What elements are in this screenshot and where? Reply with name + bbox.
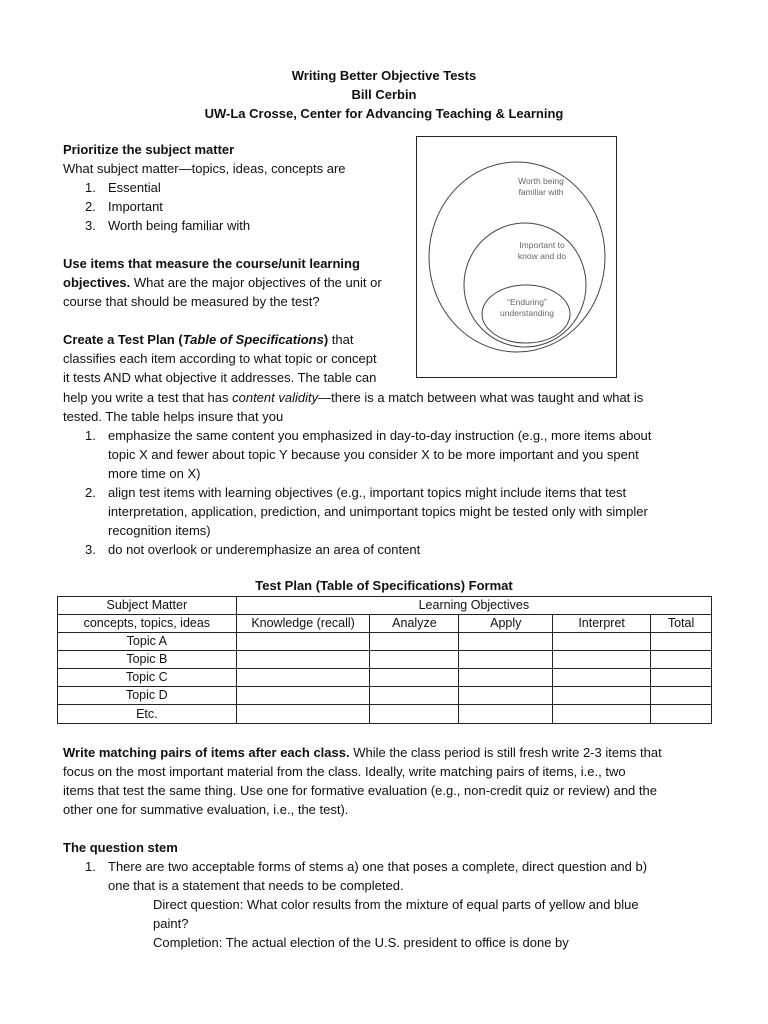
test-plan-line: help you write a test that has content validity—there is a match between what was taught and what is	[63, 390, 644, 405]
objectives-line: objectives. What are the major objectives of the unit or	[63, 275, 382, 290]
table-header-row	[58, 597, 712, 615]
row-label: Topic A	[58, 633, 237, 651]
prioritize-intro: What subject matter—topics, ideas, concepts are	[63, 161, 346, 176]
table-row	[58, 687, 712, 705]
spec-table-title: Test Plan (Table of Specifications) Format	[255, 578, 513, 593]
priority-list	[63, 178, 413, 235]
list-item: 2. Important	[85, 199, 163, 214]
test-plan-line: tested. The table helps insure that you	[63, 409, 284, 424]
row-label: Topic C	[58, 669, 237, 687]
subject-header-2: concepts, topics, ideas	[58, 615, 237, 633]
concentric-circles-graphic	[417, 137, 616, 377]
list-item: 3. Worth being familiar with	[85, 218, 251, 233]
test-plan-heading: Create a Test Plan (Table of Specifications) that	[63, 332, 354, 347]
middle-label-2: know and do	[517, 251, 567, 261]
outer-label-1: Worth being	[518, 176, 564, 186]
objectives-header: Learning Objectives	[236, 597, 711, 615]
table-row	[58, 669, 712, 687]
document-affiliation: UW-La Crosse, Center for Advancing Teaching & Learning	[204, 106, 564, 121]
row-label: Topic D	[58, 687, 237, 705]
test-plan-list	[63, 426, 713, 559]
inner-label-1: “Enduring”	[507, 297, 547, 307]
objectives-heading: Use items that measure the course/unit learning	[63, 256, 360, 271]
prioritize-heading: Prioritize the subject matter	[63, 142, 235, 157]
test-plan-line: it tests AND what objective it addresses. The table can	[63, 370, 377, 385]
list-item: 1. There are two acceptable forms of stems a) one that poses a complete, direct question and b) one that is a statement that needs to be completed.	[85, 859, 648, 893]
column-header: Interpret	[553, 615, 651, 633]
inner-label-2: understanding	[500, 308, 554, 318]
matching-paragraph: Write matching pairs of items after each class. While the class period is still fresh write 2-3 items that	[63, 745, 662, 760]
column-header: Knowledge (recall)	[236, 615, 370, 633]
lower-section: Write matching pairs of items after each class. While the class period is still fresh write 2-3 items that focus on the most important material from the class. Ideally, write matching pairs of items, i.e., two items that test the same thing. Use one for formative evaluation (e.g., non-credit quiz or review) and the other one for summative evaluation, i.e., the test). The question stem 1. There are two acceptable forms of stems a) one that poses a complete, direct question and b) one that is a statement that needs to be completed. Direct question: What color results from the mixture of equal parts of yellow and blue paint? Completion: The actual election of the U.S. president to office is done by	[63, 743, 713, 952]
objectives-line: course that should be measured by the test?	[63, 294, 320, 309]
table-row	[58, 633, 712, 651]
list-item: 2. align test items with learning objectives (e.g., important topics might include items that test interpretation, application, prediction, and unimportant topics might be tested only with simpler recognition items)	[85, 485, 648, 538]
test-plan-line: classifies each item according to what topic or concept	[63, 351, 377, 366]
left-column	[63, 140, 413, 387]
table-header-row	[58, 615, 712, 633]
list-item: 1. Essential	[85, 180, 161, 195]
document-title: Writing Better Objective Tests	[291, 68, 477, 83]
column-header: Total	[651, 615, 712, 633]
list-item: 1. emphasize the same content you emphasized in day-to-day instruction (e.g., more items about topic X and fewer about topic Y because you consider X to be more important and you spent more time on X)	[85, 428, 652, 481]
row-label: Etc.	[58, 705, 237, 724]
document-header	[0, 66, 768, 123]
test-plan-body	[63, 388, 713, 559]
row-label: Topic B	[58, 651, 237, 669]
column-header: Apply	[459, 615, 553, 633]
priorities-diagram	[416, 136, 617, 378]
column-header: Analyze	[370, 615, 459, 633]
subject-header-1: Subject Matter	[58, 597, 237, 615]
table-row	[58, 651, 712, 669]
spec-table	[57, 596, 712, 724]
outer-label-2: familiar with	[518, 187, 564, 197]
table-row	[58, 705, 712, 724]
stem-heading: The question stem	[63, 840, 178, 855]
middle-label-1: Important to	[519, 240, 565, 250]
completion-example: Completion: The actual election of the U.S. president to office is done by	[153, 935, 569, 950]
stem-list	[63, 857, 713, 895]
list-item: 3. do not overlook or underemphasize an area of content	[85, 542, 421, 557]
direct-question-example: Direct question: What color results from the mixture of equal parts of yellow and blue	[153, 897, 639, 912]
document-author: Bill Cerbin	[351, 87, 417, 102]
